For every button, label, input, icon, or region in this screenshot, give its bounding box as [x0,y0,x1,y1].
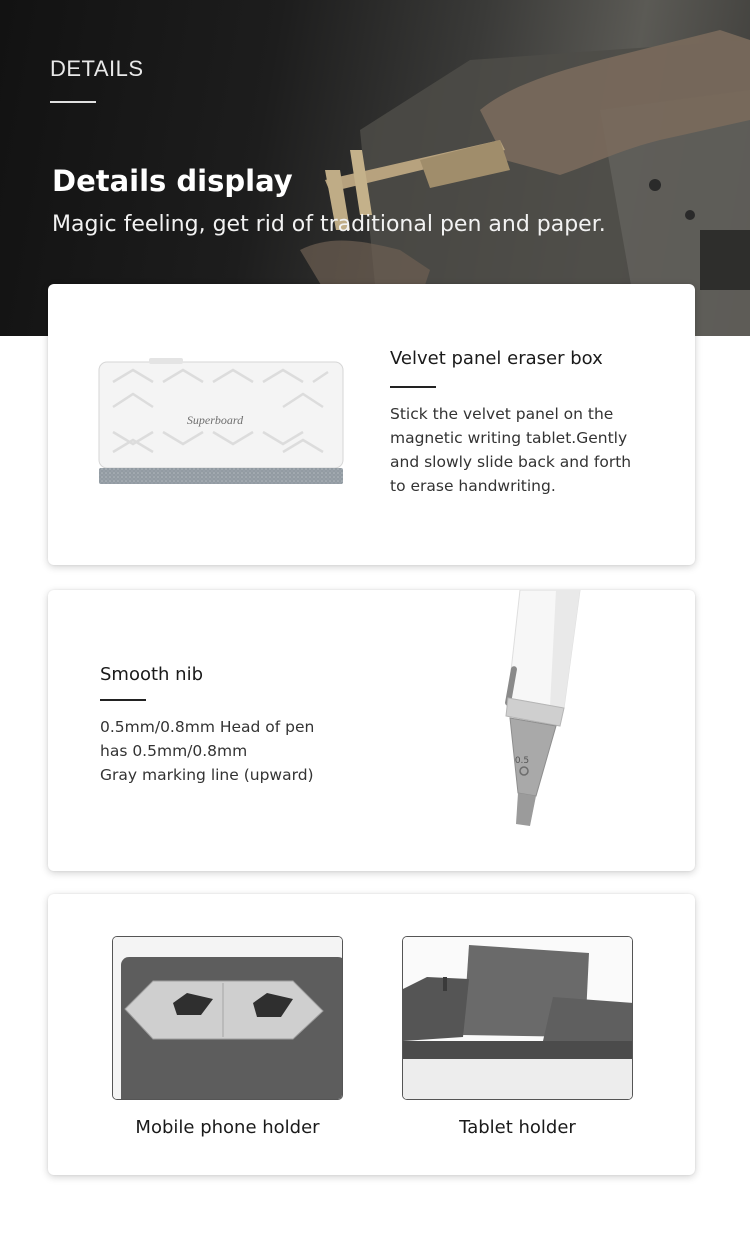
pen-nib-image [438,590,598,840]
page-subtitle: Magic feeling, get rid of traditional pen and paper. [52,212,606,237]
eraser-desc-line: Stick the velvet panel on the [390,405,614,423]
page-title: Details display [52,164,293,198]
nib-title: Smooth nib [100,664,204,685]
tablet-holder-image [403,937,633,1100]
nib-desc-line: 0.5mm/0.8mm Head of pen [100,718,315,736]
eraser-title: Velvet panel eraser box [390,348,603,369]
eraser-description [390,402,631,498]
nib-desc-line: has 0.5mm/0.8mm [100,742,248,760]
eraser-title-underline [390,386,436,388]
tablet-holder-caption: Tablet holder [459,1117,576,1138]
tablet-holder-thumbnail [402,936,633,1100]
section-label: DETAILS [50,56,144,81]
phone-holder-caption: Mobile phone holder [135,1117,320,1138]
phone-holder-image [113,937,343,1100]
eraser-desc-line: magnetic writing tablet.Gently [390,429,628,447]
eraser-brand-text: Superboard [186,413,244,427]
phone-holder-thumbnail [112,936,343,1100]
eraser-box-image [93,352,353,502]
nib-desc-line: Gray marking line (upward) [100,766,314,784]
eraser-desc-line: and slowly slide back and forth [390,453,632,471]
nib-title-underline [100,699,146,701]
eraser-card [48,284,695,565]
nib-description [100,715,314,787]
nib-tip-marking: 0.5 [514,756,530,766]
holders-card [48,894,695,1175]
eraser-desc-line: to erase handwriting. [390,477,556,495]
section-label-underline [50,101,96,103]
nib-card [48,590,695,871]
